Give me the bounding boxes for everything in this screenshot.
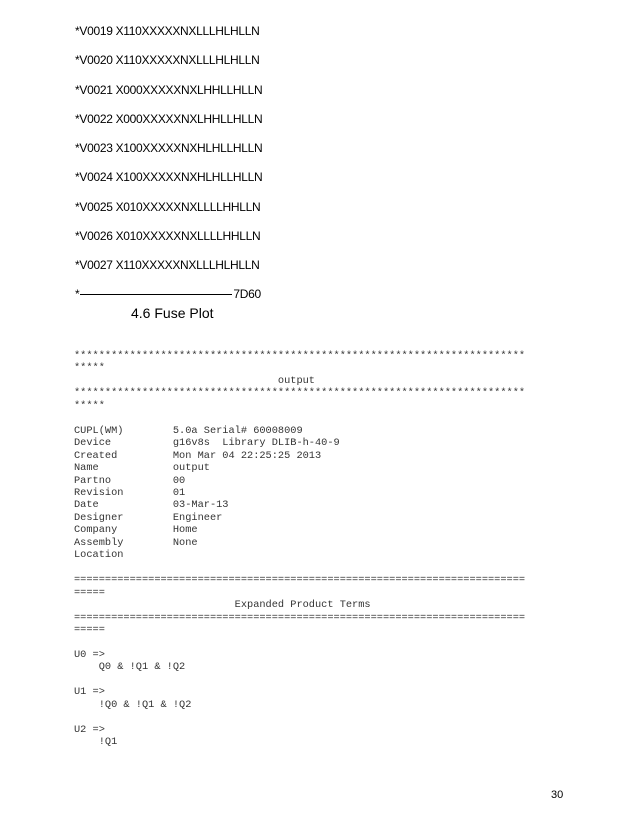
vector-line: *V0025 X010XXXXXNXLLLLHHLLN (75, 200, 261, 214)
vector-line: *V0024 X100XXXXXNXHLHLLHLLN (75, 170, 263, 184)
vector-line: *V0026 X010XXXXXNXLLLLHHLLN (75, 229, 261, 243)
checksum-prefix: * (75, 287, 80, 301)
page-number: 30 (551, 789, 564, 801)
vector-line: *V0023 X100XXXXXNXHLHLLHLLN (75, 141, 263, 155)
checksum-underline (80, 294, 232, 295)
fuse-plot-listing: ************************************************************************* ***** output ************************************************************************* ***** CUPL(WM) 5.0a Serial# 60008009 Device g16v8s Library DLIB-h-40-9 Created Mon Mar 04 22:25:25 2013 Name output Partno 00 Revision 01 Date 03-Mar-13 Designer Engineer Company Home Assembly None Location ========================================================================= ===== Expanded Product Terms ========================================================================= ===== U0 => Q0 & !Q1 & !Q2 U1 => !Q0 & !Q1 & !Q2 U2 => !Q1 (74, 350, 526, 749)
vector-line: *V0022 X000XXXXXNXLHHLLHLLN (75, 112, 263, 126)
checksum-line (75, 287, 261, 301)
vector-line: *V0021 X000XXXXXNXLHHLLHLLN (75, 83, 263, 97)
vector-line: *V0020 X110XXXXXNXLLLHLHLLN (75, 53, 260, 67)
section-heading: 4.6 Fuse Plot (131, 305, 214, 321)
checksum-value: 7D60 (233, 287, 261, 301)
vector-line: *V0019 X110XXXXXNXLLLHLHLLN (75, 24, 260, 38)
vector-line: *V0027 X110XXXXXNXLLLHLHLLN (75, 258, 260, 272)
